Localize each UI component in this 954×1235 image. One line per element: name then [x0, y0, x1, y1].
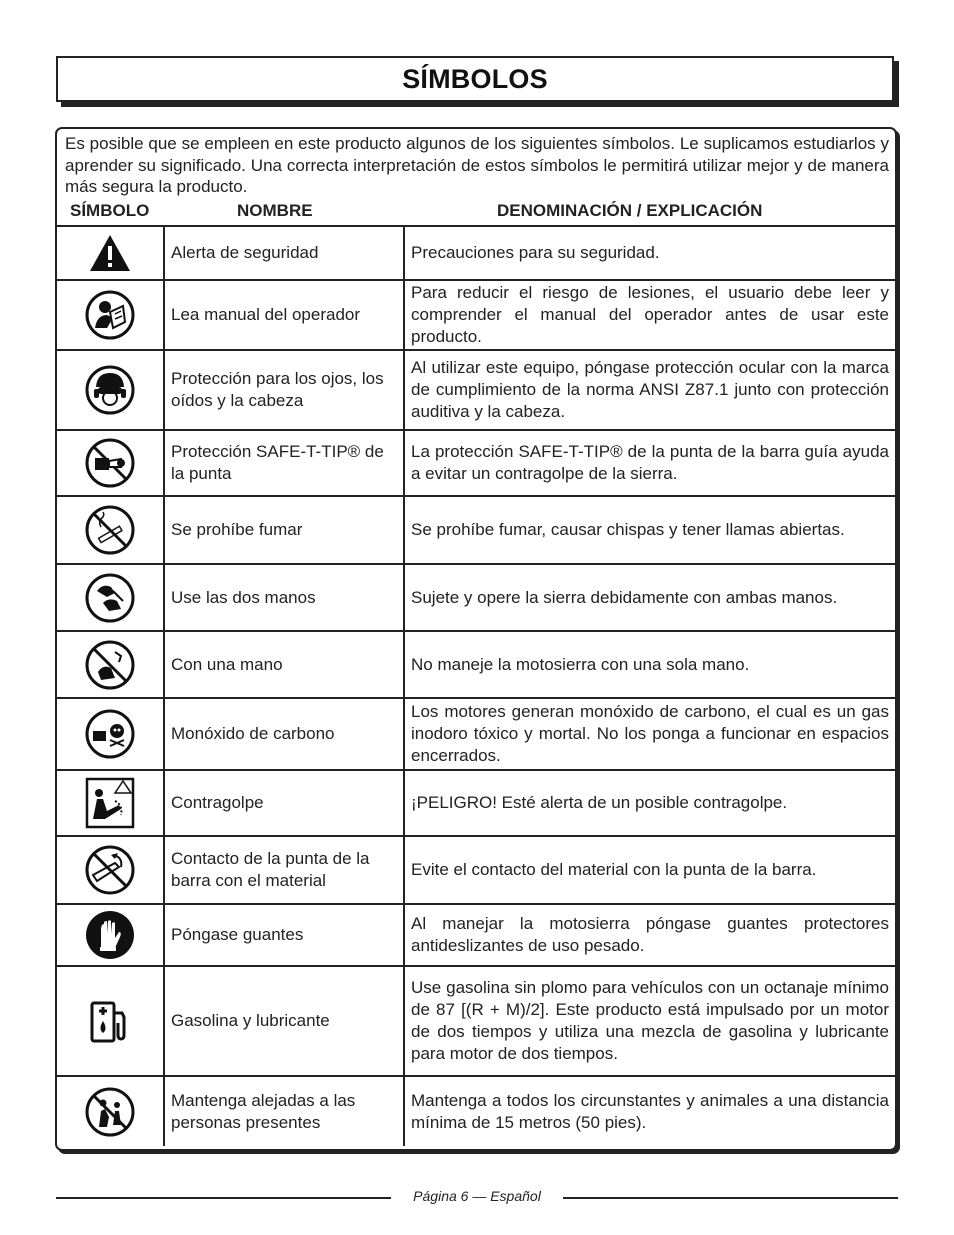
table-row: [57, 770, 895, 836]
symbols-table: [57, 225, 895, 1146]
table-row: [57, 904, 895, 966]
header-name: NOMBRE: [237, 201, 313, 220]
symbol-name: Use las dos manos: [164, 564, 404, 631]
symbols-panel: [55, 127, 897, 1151]
symbol-description: Los motores generan monóxido de carbono, el cual es un gas inodoro tóxico y mortal. No los ponga a funcionar en espacios encerrados.: [404, 698, 895, 770]
carbon-monoxide-icon: [85, 709, 135, 759]
fuel-oil-icon: [88, 997, 132, 1045]
symbol-description: Al manejar la motosierra póngase guantes protectores antideslizantes de uso pesado.: [404, 904, 895, 966]
symbol-name: Con una mano: [164, 631, 404, 698]
read-manual-icon: [85, 290, 135, 340]
symbol-name: Contragolpe: [164, 770, 404, 836]
two-hands-icon: [85, 573, 135, 623]
safety-alert-icon: [88, 233, 132, 273]
symbol-name: Gasolina y lubricante: [164, 966, 404, 1076]
table-row: [57, 631, 895, 698]
table-row: [57, 564, 895, 631]
one-hand-prohibited-icon: [85, 640, 135, 690]
symbol-name: Póngase guantes: [164, 904, 404, 966]
intro-text: Es posible que se empleen en este producto algunos de los siguientes símbolos. Le suplicamos estudiarlos y aprender su significado. Una correcta interpretación de estos símbolos le permitirá utilizar mejor y de manera más segura la producto.: [65, 134, 889, 196]
gloves-icon: [85, 910, 135, 960]
symbol-name: Mantenga alejadas a las personas presentes: [164, 1076, 404, 1146]
symbol-description: ¡PELIGRO! Esté alerta de un posible contragolpe.: [404, 770, 895, 836]
page-title: SÍMBOLOS: [402, 63, 548, 94]
symbol-description: Al utilizar este equipo, póngase protección ocular con la marca de cumplimiento de la norma ANSI Z87.1 junto con protección auditiva y la cabeza.: [404, 350, 895, 430]
title-box: [56, 56, 894, 102]
kickback-icon: [85, 777, 135, 829]
table-row: [57, 698, 895, 770]
tip-contact-icon: [85, 845, 135, 895]
symbol-description: Para reducir el riesgo de lesiones, el usuario debe leer y comprender el manual del operador antes de usar este producto.: [404, 280, 895, 350]
symbol-name: Protección para los ojos, los oídos y la cabeza: [164, 350, 404, 430]
symbol-description: Evite el contacto del material con la punta de la barra.: [404, 836, 895, 904]
symbol-name: Se prohíbe fumar: [164, 496, 404, 564]
symbol-name: Lea manual del operador: [164, 280, 404, 350]
symbol-name: Contacto de la punta de la barra con el material: [164, 836, 404, 904]
header-symbol: SÍMBOLO: [70, 201, 150, 220]
table-row: [57, 226, 895, 280]
table-row: [57, 1076, 895, 1146]
symbol-description: Sujete y opere la sierra debidamente con ambas manos.: [404, 564, 895, 631]
symbol-description: Mantenga a todos los circunstantes y animales a una distancia mínima de 15 metros (50 pies).: [404, 1076, 895, 1146]
table-row: [57, 966, 895, 1076]
safe-t-tip-icon: [85, 438, 135, 488]
header-explanation: DENOMINACIÓN / EXPLICACIÓN: [497, 201, 763, 220]
eye-ear-head-protection-icon: [85, 365, 135, 415]
symbol-description: Use gasolina sin plomo para vehículos con un octanaje mínimo de 87 [(R + M)/2]. Este producto está impulsado por un motor de dos tiempos y utiliza una mezcla de gasolina y lubricante para motor de dos tiempos.: [404, 966, 895, 1076]
page-number: Página 6 — Español: [413, 1188, 541, 1204]
symbol-description: La protección SAFE-T-TIP® de la punta de la barra guía ayuda a evitar un contragolpe de la sierra.: [404, 430, 895, 496]
symbol-description: Se prohíbe fumar, causar chispas y tener llamas abiertas.: [404, 496, 895, 564]
symbol-name: Alerta de seguridad: [164, 226, 404, 280]
symbol-name: Monóxido de carbono: [164, 698, 404, 770]
no-smoking-icon: [85, 505, 135, 555]
page-footer: [56, 1185, 898, 1207]
table-row: [57, 836, 895, 904]
table-row: [57, 280, 895, 350]
symbol-description: No maneje la motosierra con una sola mano.: [404, 631, 895, 698]
keep-bystanders-away-icon: [85, 1087, 135, 1137]
symbol-description: Precauciones para su seguridad.: [404, 226, 895, 280]
table-row: [57, 350, 895, 430]
table-row: [57, 430, 895, 496]
table-row: [57, 496, 895, 564]
symbol-name: Protección SAFE-T-TIP® de la punta: [164, 430, 404, 496]
